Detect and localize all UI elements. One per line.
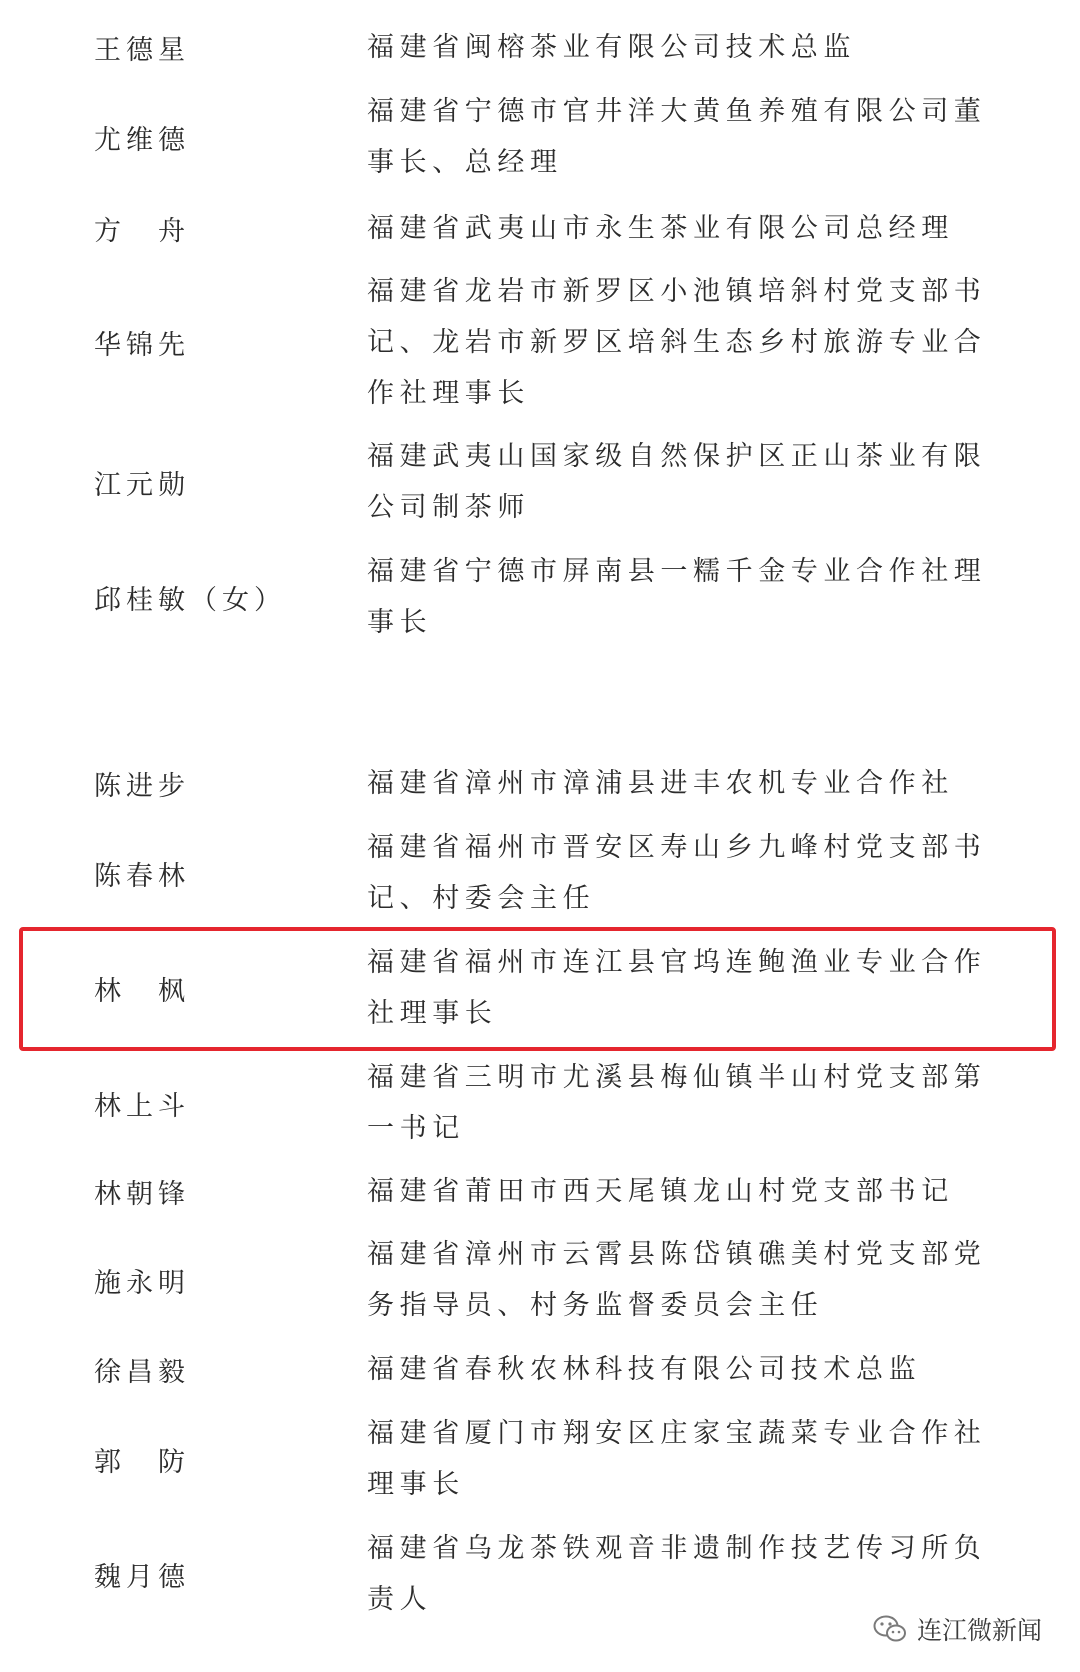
- person-name: 魏月德: [94, 1561, 190, 1593]
- person-title: 福建省漳州市云霄县陈岱镇礁美村党支部党务指导员、村务监督委员会主任: [367, 1239, 987, 1321]
- person-title: 福建省漳州市漳浦县进丰农机专业合作社: [367, 768, 954, 799]
- wechat-icon: [873, 1614, 907, 1644]
- person-name: 江元勋: [94, 469, 190, 501]
- person-title: 福建省福州市晋安区寿山乡九峰村党支部书记、村委会主任: [367, 832, 987, 914]
- list-item: [0, 1408, 1080, 1510]
- person-name: 徐昌毅: [94, 1357, 190, 1388]
- person-title: 福建省武夷山市永生茶业有限公司总经理: [367, 213, 954, 244]
- list-item: [0, 1229, 1080, 1331]
- person-title: 福建武夷山国家级自然保护区正山茶业有限公司制茶师: [367, 441, 987, 523]
- person-name: 方 舟: [94, 216, 190, 247]
- list-item: [0, 1052, 1080, 1154]
- person-title: 福建省厦门市翔安区庄家宝蔬菜专业合作社理事长: [367, 1418, 987, 1500]
- person-name: 郭 防: [94, 1446, 190, 1478]
- person-title: 福建省宁德市屏南县一糯千金专业合作社理事长: [367, 556, 987, 638]
- watermark-text: 连江微新闻: [916, 1616, 1042, 1645]
- person-name: 尤维德: [94, 124, 190, 156]
- person-name: 王德星: [94, 35, 190, 66]
- watermark: [873, 1604, 1042, 1654]
- person-name: 陈春林: [94, 860, 190, 892]
- person-title: 福建省闽榕茶业有限公司技术总监: [367, 32, 856, 63]
- list-item: [0, 546, 1080, 648]
- person-title: 福建省莆田市西天尾镇龙山村党支部书记: [367, 1176, 954, 1207]
- list-item: [0, 203, 1080, 254]
- person-title: 福建省春秋农林科技有限公司技术总监: [367, 1354, 922, 1385]
- list-item: [0, 22, 1080, 73]
- person-name: 华锦先: [94, 330, 190, 361]
- person-name: 林朝锋: [94, 1179, 190, 1210]
- list-item: [0, 822, 1080, 924]
- person-title: 福建省龙岩市新罗区小池镇培斜村党支部书记、龙岩市新罗区培斜生态乡村旅游专业合作社理事长: [367, 276, 987, 409]
- list-item: [0, 266, 1080, 419]
- person-name: 林上斗: [94, 1090, 190, 1122]
- person-title: 福建省乌龙茶铁观音非遗制作技艺传习所负责人: [367, 1533, 987, 1615]
- highlight-box: [19, 927, 1056, 1051]
- person-title: 福建省宁德市官井洋大黄鱼养殖有限公司董事长、总经理: [367, 96, 987, 178]
- person-name: 陈进步: [94, 771, 190, 802]
- person-name: 施永明: [94, 1267, 190, 1299]
- list-item: [0, 1344, 1080, 1395]
- person-title: 福建省福州市连江县官坞连鲍渔业专业合作社理事长: [367, 947, 987, 1029]
- person-title: 福建省三明市尤溪县梅仙镇半山村党支部第一书记: [367, 1062, 987, 1144]
- list-item: [0, 758, 1080, 809]
- list-item: [0, 1166, 1080, 1217]
- person-name: 林 枫: [94, 975, 190, 1007]
- list-item: [0, 431, 1080, 533]
- person-name: 邱桂敏（女）: [94, 584, 286, 616]
- list-item: [0, 86, 1080, 188]
